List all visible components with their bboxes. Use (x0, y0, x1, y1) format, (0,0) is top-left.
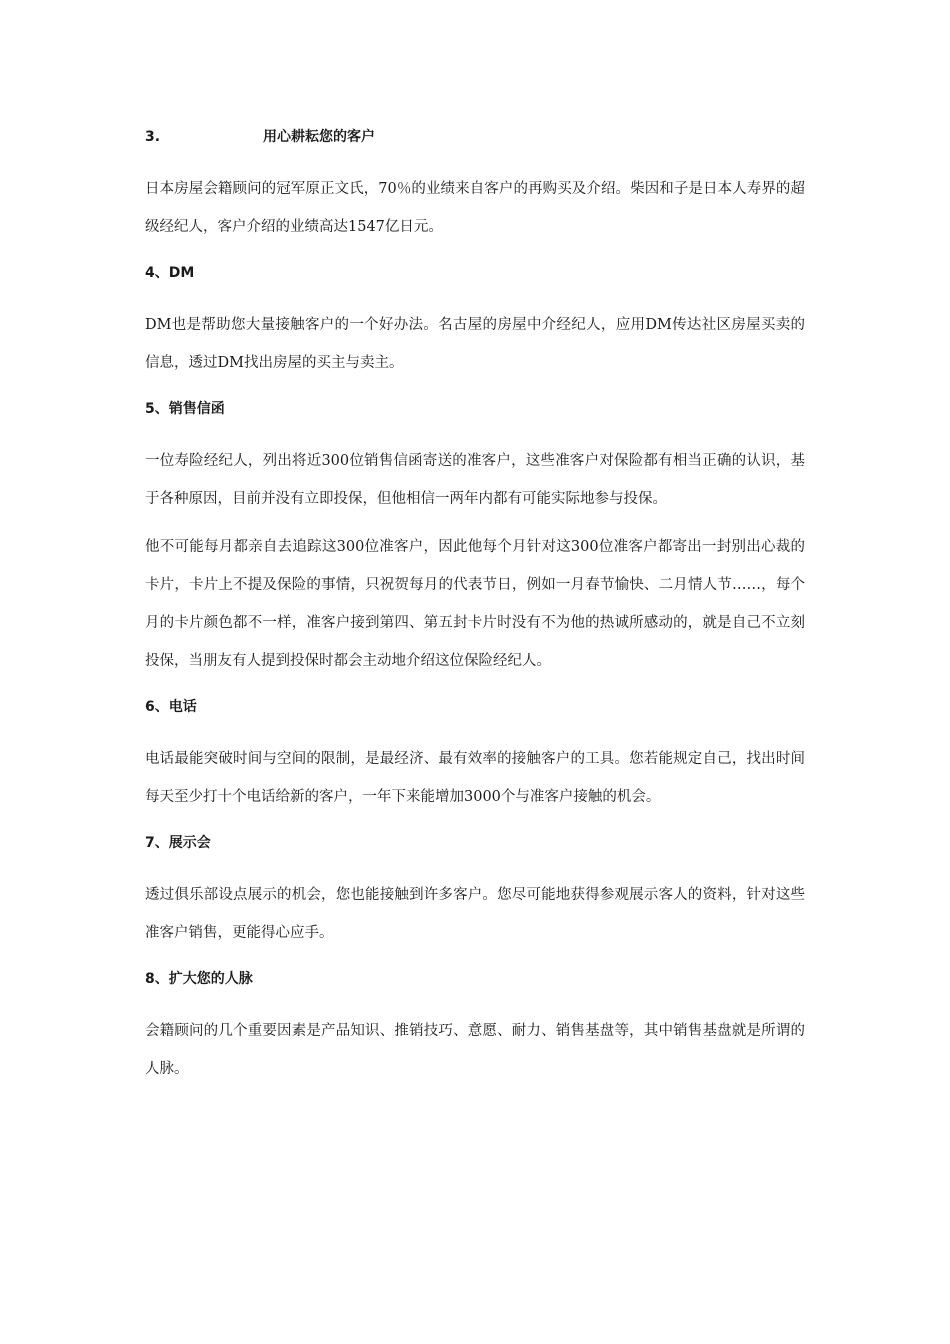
section-heading-3 (145, 126, 805, 148)
section-heading-4: 4、DM (145, 265, 195, 281)
section-number: 3. (145, 129, 161, 145)
section-heading-8: 8、扩大您的人脉 (145, 971, 253, 987)
paragraph: 日本房屋会籍顾问的冠军原正文氏，70％的业绩来自客户的再购买及介绍。柴因和子是日本人寿界的超级经纪人，客户介绍的业绩高达1547亿日元。 (145, 181, 805, 235)
section-heading-7: 7、展示会 (145, 835, 211, 851)
paragraph: 会籍顾问的几个重要因素是产品知识、推销技巧、意愿、耐力、销售基盘等，其中销售基盘就是所谓的人脉。 (145, 1023, 805, 1077)
paragraph: 电话最能突破时间与空间的限制，是最经济、最有效率的接触客户的工具。您若能规定自己，找出时间每天至少打十个电话给新的客户，一年下来能增加3000个与准客户接触的机会。 (145, 751, 805, 805)
paragraph: 透过俱乐部设点展示的机会，您也能接触到许多客户。您尽可能地获得参观展示客人的资料，针对这些准客户销售，更能得心应手。 (145, 887, 805, 941)
paragraph: 他不可能每月都亲自去追踪这300位准客户，因此他每个月针对这300位准客户都寄出一封别出心裁的卡片，卡片上不提及保险的事情，只祝贺每月的代表节日，例如一月春节愉快、二月情人节……，每个月的卡片颜色都不一样，准客户接到第四、第五封卡片时没有不为他的热诚所感动的，就是自己不立刻投保，当朋友有人提到投保时都会主动地介绍这位保险经纪人。 (145, 539, 805, 669)
section-heading-5: 5、销售信函 (145, 401, 225, 417)
paragraph: DM也是帮助您大量接触客户的一个好办法。名古屋的房屋中介经纪人，应用DM传达社区房屋买卖的信息，透过DM找出房屋的买主与卖主。 (145, 317, 805, 371)
document-body (145, 126, 805, 1104)
section-heading-6: 6、电话 (145, 699, 197, 715)
paragraph: 一位寿险经纪人，列出将近300位销售信函寄送的准客户，这些准客户对保险都有相当正确的认识，基于各种原因，目前并没有立即投保，但他相信一两年内都有可能实际地参与投保。 (145, 453, 805, 507)
section-title: 用心耕耘您的客户 (263, 129, 375, 145)
